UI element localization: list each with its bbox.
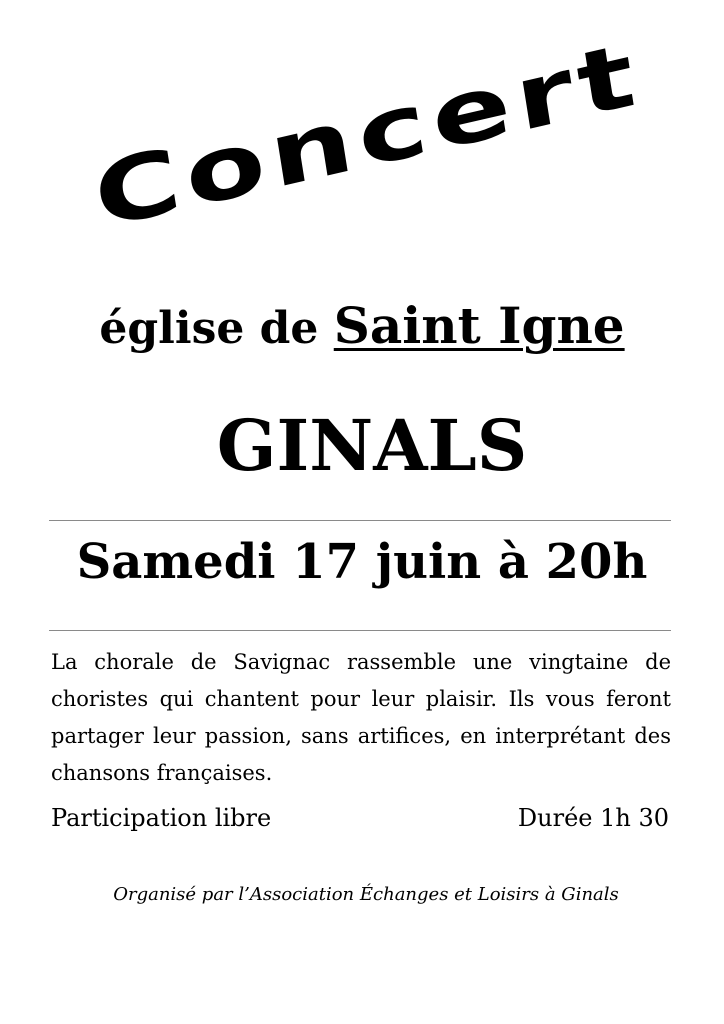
divider-top [49, 520, 671, 521]
concert-headline-art [0, 0, 724, 280]
venue-place: Saint Igne [333, 296, 625, 355]
admission-info: Participation libre [51, 804, 272, 832]
event-description: La chorale de Savignac rassemble une vingtaine de choristes qui chantent pour leur plaisir. Ils vous feront partager leur passion, sans artifices, en interprétant des chansons françaises. [51, 650, 671, 785]
duration-info: Durée 1h 30 [517, 804, 669, 832]
event-details-row [51, 800, 669, 836]
venue-prefix: église de [99, 303, 319, 354]
event-date: Samedi 17 juin à 20h [76, 534, 648, 590]
venue-line [0, 296, 724, 359]
divider-bottom [49, 630, 671, 631]
organizer-credit: Organisé par l’Association Échanges et Loisirs à Ginals [113, 884, 619, 905]
concert-headline: Concert [87, 23, 648, 249]
town-name: GINALS [216, 404, 528, 487]
